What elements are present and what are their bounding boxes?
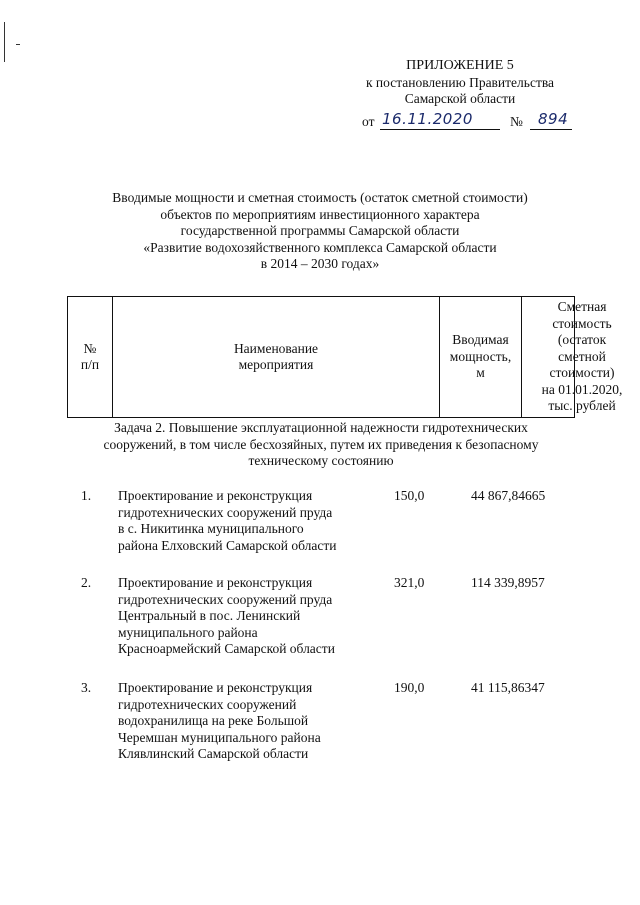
row-name-line: Черемшан муниципального района	[118, 729, 321, 745]
header-text: стоимости)	[549, 365, 615, 381]
row-capacity: 190,0	[394, 680, 425, 695]
header-text: м	[476, 365, 485, 381]
header-text: стоимость	[552, 315, 612, 331]
header-text: Вводимая	[452, 332, 509, 348]
row-name	[118, 488, 378, 554]
document-heading	[70, 190, 570, 273]
row-cost: 44 867,84665	[471, 488, 546, 503]
task-heading	[67, 420, 575, 470]
row-cost: 114 339,8957	[471, 575, 545, 590]
row-name-line: Центральный в пос. Ленинский	[118, 608, 301, 623]
row-number: 2.	[81, 575, 92, 590]
row-number: 3.	[81, 680, 92, 695]
header-text: сметной	[558, 348, 606, 364]
heading-line: «Развитие водохозяйственного комплекса Самарской области	[143, 239, 497, 255]
row-cost: 41 115,86347	[471, 680, 545, 695]
appendix-line-1: к постановлению Правительства	[365, 74, 555, 90]
heading-line: объектов по мероприятиям инвестиционного характера	[160, 206, 480, 222]
heading-line: в 2014 – 2030 годах»	[260, 256, 380, 271]
number-underline	[530, 129, 572, 130]
scan-mark	[16, 44, 20, 45]
header-text: Наименование	[233, 340, 319, 356]
appendix-line-2: Самарской области	[404, 91, 516, 106]
row-name-line: Проектирование и реконструкция	[118, 680, 313, 695]
table-header	[67, 296, 623, 418]
handwritten-number: 894	[538, 110, 569, 128]
handwritten-date: 16.11.2020	[382, 110, 473, 128]
header-text: №	[83, 340, 97, 356]
header-cost	[522, 297, 640, 417]
task-line: техническому состоянию	[248, 453, 394, 468]
date-prefix: от	[362, 114, 375, 129]
heading-line: Вводимые мощности и сметная стоимость (остаток сметной стоимости)	[112, 190, 528, 205]
header-text: п/п	[80, 357, 100, 372]
row-name-line: Проектирование и реконструкция	[118, 488, 313, 503]
row-name	[118, 680, 378, 763]
heading-line: государственной программы Самарской области	[180, 223, 460, 238]
number-prefix: №	[510, 114, 523, 129]
row-number: 1.	[81, 488, 92, 503]
scan-mark	[4, 22, 5, 62]
row-name-line: Клявлинский Самарской области	[118, 746, 309, 761]
row-capacity: 150,0	[394, 488, 425, 503]
row-name-line: района Елховский Самарской области	[118, 537, 337, 553]
task-line: сооружений, в том числе бесхозяйных, путем их приведения к безопасному	[103, 436, 539, 452]
decree-date-number	[362, 110, 622, 134]
row-capacity: 321,0	[394, 575, 425, 590]
appendix-block	[300, 58, 620, 108]
row-name-line: Красноармейский Самарской области	[118, 641, 335, 656]
row-name-line: в с. Никитинка муниципального	[118, 521, 304, 536]
header-num	[68, 297, 113, 417]
header-text: Сметная	[557, 299, 607, 315]
appendix-title: ПРИЛОЖЕНИЕ 5	[406, 58, 514, 73]
header-capacity	[440, 297, 522, 417]
row-name-line: Проектирование и реконструкция	[118, 575, 313, 590]
row-name-line: гидротехнических сооружений	[118, 696, 297, 712]
task-line: Задача 2. Повышение эксплуатационной надежности гидротехнических	[114, 420, 528, 435]
row-name-line: муниципального района	[118, 624, 258, 640]
header-text: мероприятия	[238, 357, 314, 372]
row-name	[118, 575, 378, 658]
header-name	[113, 297, 440, 417]
row-name-line: водохранилища на реке Большой	[118, 713, 309, 728]
header-text: мощность,	[449, 348, 512, 364]
header-text: тыс. рублей	[548, 398, 616, 414]
date-underline	[380, 129, 500, 130]
row-name-line: гидротехнических сооружений пруда	[118, 591, 333, 607]
header-text: (остаток	[557, 332, 607, 348]
header-text: на 01.01.2020,	[541, 381, 623, 397]
row-name-line: гидротехнических сооружений пруда	[118, 504, 333, 520]
